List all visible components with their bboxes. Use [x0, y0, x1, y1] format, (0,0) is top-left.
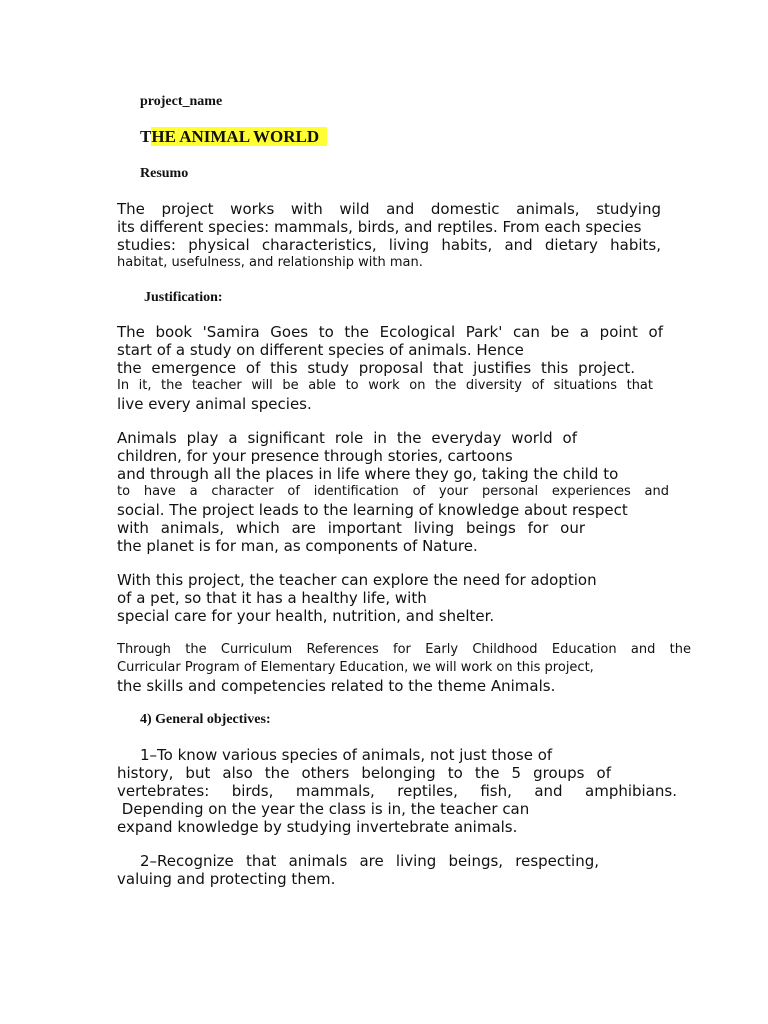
- objective-1-line: history, but also the others belonging to the 5 groups of: [117, 764, 611, 782]
- curriculum-line: the skills and competencies related to the theme Animals.: [117, 677, 556, 695]
- objective-2-paragraph: [117, 852, 599, 888]
- animals-paragraph: [117, 429, 669, 555]
- justification-line: The book 'Samira Goes to the Ecological Park' can be a point of: [117, 323, 663, 341]
- animals-line: social. The project leads to the learning of knowledge about respect: [117, 501, 628, 519]
- resumo-line: its different species: mammals, birds, and reptiles. From each species: [117, 218, 642, 236]
- resumo-line: The project works with wild and domestic animals, studying: [117, 200, 661, 218]
- justification-line: In it, the teacher will be able to work on the diversity of situations that: [117, 378, 653, 393]
- pet-line: With this project, the teacher can explore the need for adoption: [117, 571, 597, 589]
- resumo-line: studies: physical characteristics, living habits, and dietary habits,: [117, 236, 661, 254]
- pet-line: special care for your health, nutrition, and shelter.: [117, 607, 495, 625]
- objective-1-paragraph: [117, 746, 677, 836]
- objective-2-line: valuing and protecting them.: [117, 870, 336, 888]
- animals-line: the planet is for man, as components of Nature.: [117, 537, 478, 555]
- objective-1-line: Depending on the year the class is in, the teacher can: [117, 800, 530, 818]
- animals-line: and through all the places in life where they go, taking the child to: [117, 465, 619, 483]
- curriculum-line: Through the Curriculum References for Early Childhood Education and the: [117, 642, 691, 657]
- general-objectives-heading: 4) General objectives:: [140, 712, 271, 727]
- title-first-letter: T: [140, 127, 152, 146]
- objective-1-line: vertebrates: birds, mammals, reptiles, fish, and amphibians.: [117, 782, 677, 800]
- document-title: [140, 127, 327, 147]
- resumo-heading: Resumo: [140, 166, 189, 181]
- curriculum-line: Curricular Program of Elementary Education, we will work on this project,: [117, 660, 594, 675]
- animals-line: to have a character of identification of your personal experiences and: [117, 484, 669, 499]
- project-name-label: project_name: [140, 94, 223, 109]
- title-highlighted: HE ANIMAL WORLD: [151, 127, 327, 146]
- animals-line: Animals play a significant role in the everyday world of: [117, 429, 577, 447]
- curriculum-paragraph: [117, 641, 691, 695]
- justification-line: live every animal species.: [117, 395, 312, 413]
- justification-heading: Justification:: [144, 290, 223, 305]
- objective-1-line: 1–To know various species of animals, not just those of: [140, 746, 553, 764]
- objective-2-line: 2–Recognize that animals are living beings, respecting,: [140, 852, 599, 870]
- pet-line: of a pet, so that it has a healthy life, with: [117, 589, 427, 607]
- animals-line: children, for your presence through stories, cartoons: [117, 447, 513, 465]
- resumo-line: habitat, usefulness, and relationship with man.: [117, 255, 423, 270]
- resumo-paragraph: [117, 200, 661, 272]
- justification-line: the emergence of this study proposal that justifies this project.: [117, 359, 635, 377]
- justification-paragraph: [117, 323, 663, 413]
- pet-paragraph: [117, 571, 617, 625]
- animals-line: with animals, which are important living beings for our: [117, 519, 585, 537]
- justification-line: start of a study on different species of animals. Hence: [117, 341, 524, 359]
- objective-1-line: expand knowledge by studying invertebrate animals.: [117, 818, 518, 836]
